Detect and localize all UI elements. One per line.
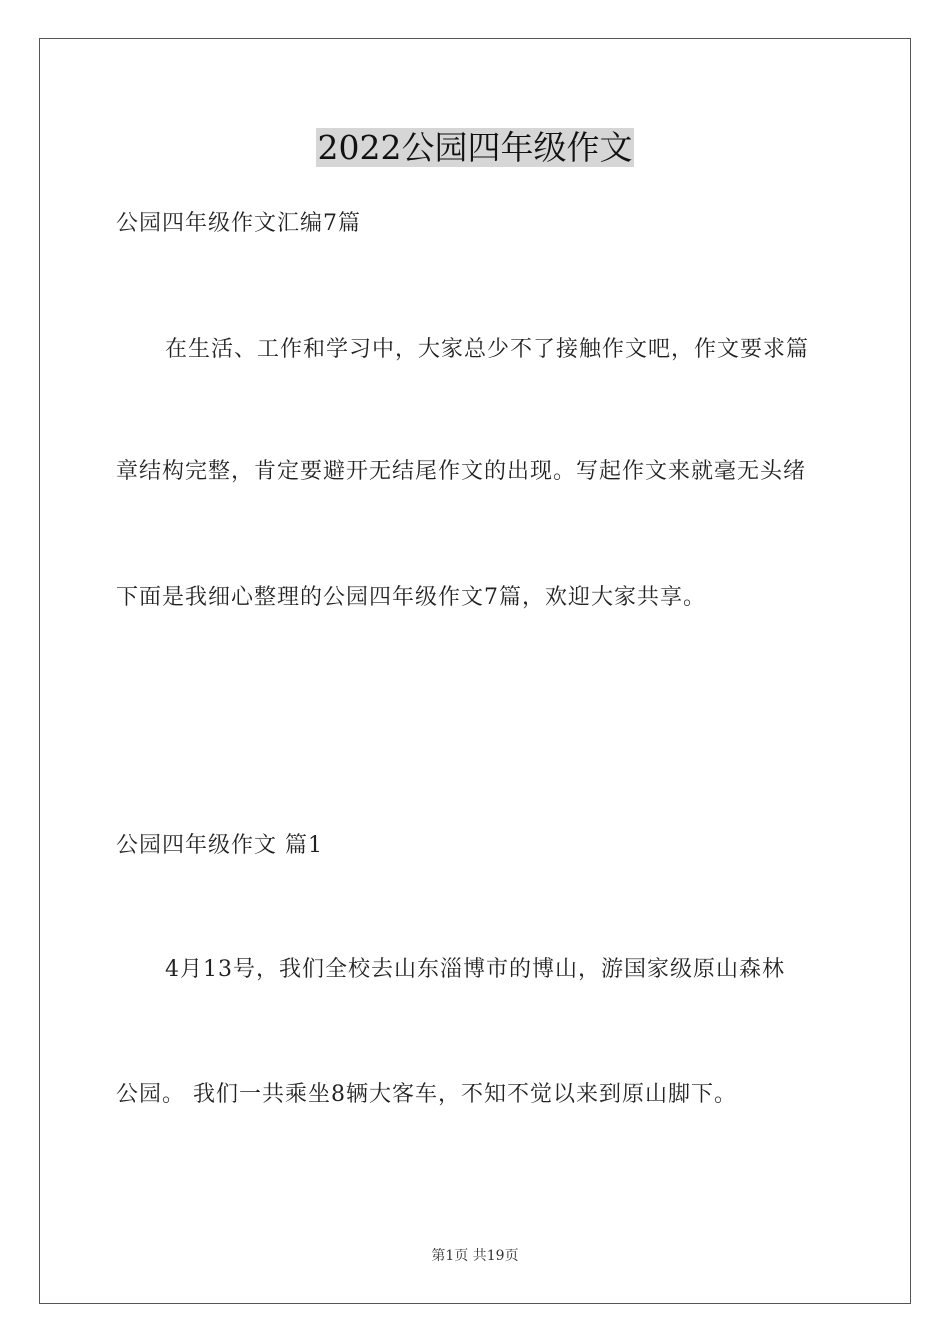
section-line-1: 4月13号，我们全校去山东淄博市的博山，游国家级原山森林	[165, 957, 785, 982]
intro-line-1: 在生活、工作和学习中，大家总少不了接触作文吧，作文要求篇	[165, 337, 810, 362]
intro-line-3: 下面是我细心整理的公园四年级作文7篇，欢迎大家共享。	[116, 585, 706, 610]
section-line-2: 公园。 我们一共乘坐8辆大客车，不知不觉以来到原山脚下。	[116, 1082, 737, 1107]
document-subtitle: 公园四年级作文汇编7篇	[116, 211, 361, 236]
page-footer: 第1页 共19页	[431, 1248, 519, 1264]
intro-line-2: 章结构完整，肯定要避开无结尾作文的出现。写起作文来就毫无头绪	[116, 459, 807, 484]
document-title	[0, 126, 950, 170]
section-heading: 公园四年级作文 篇1	[116, 833, 323, 858]
title-text: 2022公园四年级作文	[317, 128, 633, 167]
